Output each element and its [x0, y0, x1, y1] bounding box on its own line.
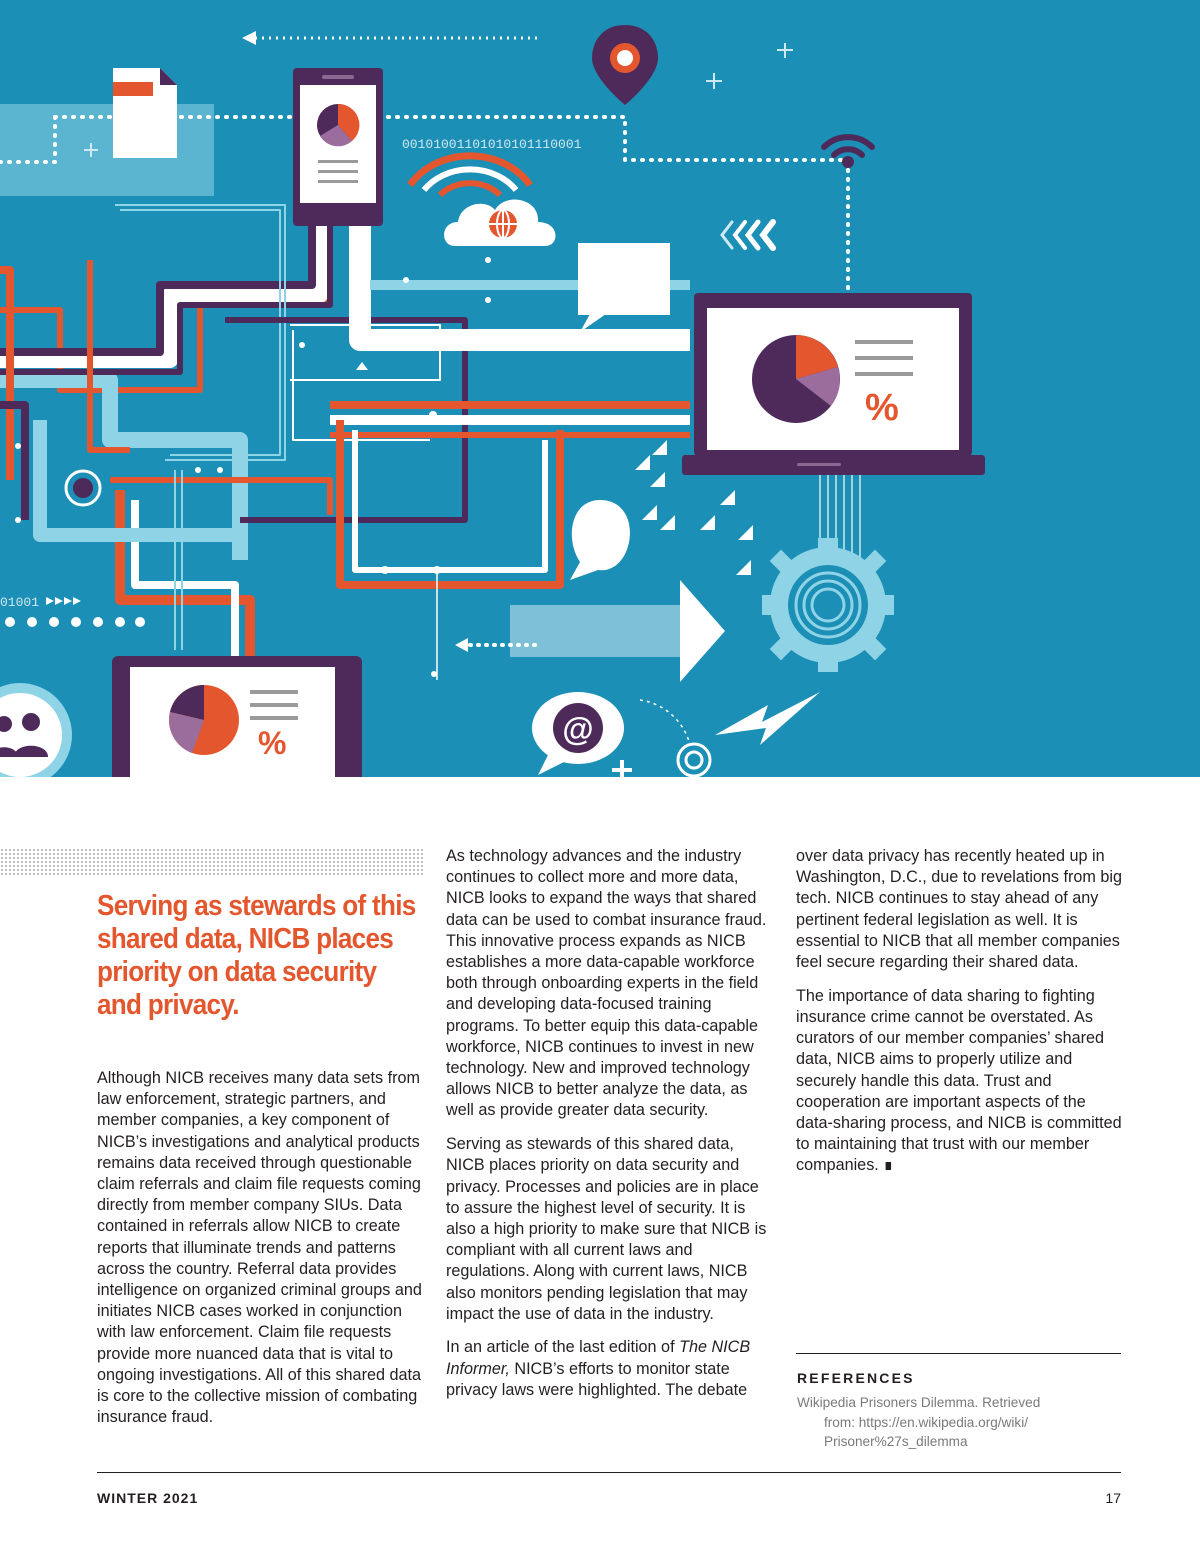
people-icon	[0, 683, 72, 777]
footer-divider	[97, 1472, 1121, 1473]
pull-quote: Serving as stewards of this shared data, NICB places priority on data security and privacy.	[97, 890, 416, 1021]
small-arrows	[46, 597, 81, 605]
binary-text-left: 01001	[0, 595, 40, 610]
paragraph: over data privacy has recently heated up in Washington, D.C., due to revelations from big tech. NICB continues to stay ahead of any pertinent federal legislation as well. It is essential to NICB that all member companies feel secure regarding their shared data.	[796, 847, 1123, 972]
arrow-left-icon	[242, 31, 256, 45]
references-heading: REFERENCES	[797, 1370, 915, 1386]
arrow-left-small-icon	[455, 638, 468, 652]
at-sign-bubble-icon	[532, 692, 624, 775]
dotted-pattern-band	[0, 848, 424, 876]
references-list	[797, 1393, 1097, 1452]
tablet-bottom	[112, 656, 362, 777]
references-divider	[796, 1353, 1121, 1354]
column-3	[796, 846, 1126, 1189]
page-number: 17	[1105, 1490, 1121, 1506]
column-1	[97, 1068, 427, 1441]
reference-link[interactable]: from: https://en.wikipedia.org/wiki/	[824, 1414, 1028, 1430]
paragraph: As technology advances and the industry continues to collect more and more data, NICB looks to expand the ways that shared data can be used to combat insurance fraud. This innovative process expands as NICB establishes a more data-capable workforce both through onboarding experts in the field and developing data-focused training programs. To better equip this data-capable workforce, NICB continues to invest in new technology. New and improved technology allows NICB to better analyze the data, as well as provide greater data security.	[446, 847, 767, 1120]
chat-bubble-icon	[570, 500, 630, 580]
paragraph	[446, 1337, 776, 1401]
plus-icon	[612, 760, 632, 777]
percent-text: %	[865, 387, 899, 429]
gear-icon	[762, 538, 894, 672]
text-span: NICB’s efforts to monitor state privacy laws were highlighted. The debate	[446, 1359, 748, 1399]
paragraph: The importance of data sharing to fighting insurance crime cannot be overstated. As curators of our member companies’ shared data, NICB aims to properly utilize and securely handle this data. Trust and cooperation are important aspects of the data-sharing process, and NICB is committed to maintaining that trust with our member companies. ∎	[796, 986, 1122, 1175]
cloud-icon	[410, 156, 555, 246]
dot-row	[5, 617, 145, 627]
at-text: @	[562, 711, 594, 747]
publication-title: The NICB Informer,	[446, 1338, 751, 1378]
reference-line: Wikipedia Prisoners Dilemma. Retrieved	[797, 1395, 1041, 1410]
location-pin-icon	[592, 25, 658, 105]
dashed-arc	[640, 700, 690, 745]
issue-label: WINTER 2021	[97, 1490, 199, 1506]
smartphone-top	[293, 68, 383, 226]
laptop-icon	[682, 293, 985, 475]
big-arrow-icon	[510, 580, 725, 682]
speech-bubble-icon	[578, 243, 670, 332]
percent-text-small: %	[258, 725, 287, 761]
text-span: In an article of the last edition of	[446, 1338, 680, 1357]
dot	[431, 671, 437, 677]
reference-link-cont[interactable]: Prisoner%27s_dilemma	[824, 1434, 968, 1449]
paragraph: Serving as stewards of this shared data, NICB places priority on data security and privacy. Processes and policies are in place to assure the highest level of security. It is also a high priority to make sure that NICB is compliant with all current laws and regulations. Along with current laws, NICB also monitors pending legislation that may impact the use of data in the industry.	[446, 1135, 767, 1323]
target-icon	[678, 744, 710, 776]
triangle-marker	[356, 362, 368, 370]
paragraph: Although NICB receives many data sets from law enforcement, strategic partners, and member companies, a key component of NICB’s investigations and analytical products remains data received through questionable claim referrals and claim file requests coming directly from member company SIUs. Data contained in referrals allow NICB to create reports that illuminate trends and patterns across the country. Referral data provides intelligence on organized criminal groups and initiates NICB cases worked in conjunction with law enforcement. Claim file requests provide more nuanced data that is vital to ongoing investigations. All of this shared data is core to the collective mission of combating insurance fraud.	[97, 1069, 422, 1427]
lightning-icon	[715, 692, 820, 745]
ring-center	[73, 478, 93, 498]
column-2	[446, 846, 776, 1414]
binary-text: 00101001101010101110001	[402, 137, 582, 152]
chevrons-left-icon	[722, 222, 773, 248]
document-icon	[113, 68, 177, 158]
